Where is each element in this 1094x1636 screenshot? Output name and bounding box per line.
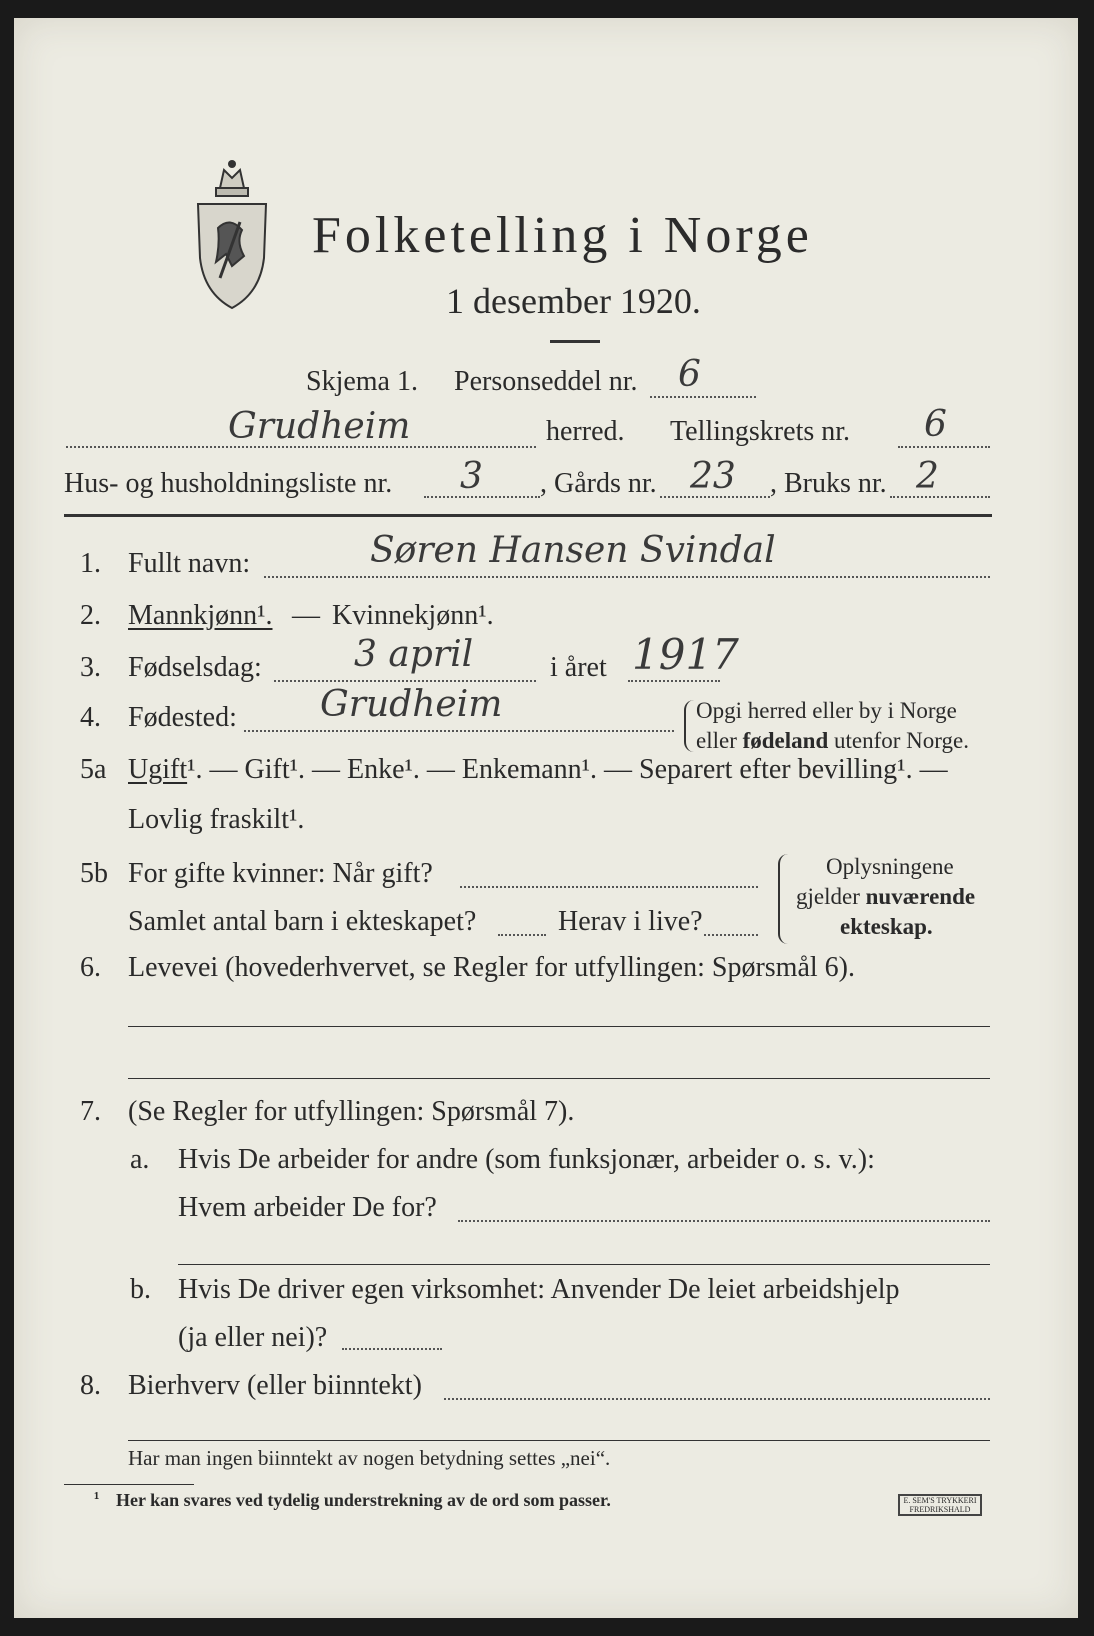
tellingskrets-value[interactable]: 6 [924,404,947,445]
q3-year-line [628,680,720,682]
q5a-other-options[interactable]: ¹. — Gift¹. — Enke¹. — Enkemann¹. — Separert efter bevilling¹. — [187,754,948,785]
q5b-label-1: For gifte kvinner: Når gift? [128,858,433,889]
q8-line-2[interactable] [128,1440,990,1441]
q4-value[interactable]: Grudheim [320,684,503,725]
q3-line [274,680,536,682]
q5b-label-2: Samlet antal barn i ekteskapet? [128,906,477,937]
q5a-options [128,754,948,786]
q7b-number: b. [130,1274,151,1305]
q6-answer-line-1[interactable] [128,1026,990,1027]
q2-female-option[interactable]: Kvinnekjønn¹. [332,600,494,631]
q3-year-label: i året [550,652,607,683]
q4-number: 4. [80,702,101,733]
herred-label: herred. [546,416,625,447]
q5b-line-3[interactable] [704,934,758,936]
q2-number: 2. [80,600,101,631]
q1-line [264,576,990,578]
q5b-line-2[interactable] [498,934,546,936]
title-divider [550,340,600,343]
q7b-question: (ja eller nei)? [178,1322,328,1353]
coat-of-arms-icon [190,158,274,323]
q3-year-value[interactable]: 1917 [632,630,739,679]
q2-separator: — [292,600,320,631]
q4-label: Fødested: [128,702,237,733]
q2-male-option[interactable]: Mannkjønn¹. [128,600,273,631]
q1-number: 1. [80,548,101,579]
q6-number: 6. [80,952,101,983]
gards-label: , Gårds nr. [540,468,657,499]
q7-label: (Se Regler for utfyllingen: Spørsmål 7). [128,1096,575,1127]
bruks-line [890,496,990,498]
q7a-question: Hvem arbeider De for? [178,1192,437,1223]
personseddel-line [650,396,756,398]
form-date: 1 desember 1920. [446,281,701,321]
q4-brace [684,700,694,752]
q5b-note-1: Oplysningene [826,854,954,879]
q8-line-1[interactable] [444,1398,990,1400]
q7a-label: Hvis De arbeider for andre (som funksjonær, arbeider o. s. v.): [178,1144,875,1175]
footnote-number: ¹ [94,1488,100,1508]
q7b-line[interactable] [342,1348,442,1350]
tellingskrets-label: Tellingskrets nr. [670,416,851,447]
q7a-line-1[interactable] [458,1220,990,1222]
q6-label: Levevei (hovederhvervet, se Regler for utfyllingen: Spørsmål 6). [128,952,855,983]
q5b-number: 5b [80,858,108,889]
q5a-number: 5a [80,754,107,785]
printer-stamp: E. SEM'S TRYKKERI FREDRIKSHALD [898,1494,982,1516]
bruks-value[interactable]: 2 [916,456,939,497]
bruks-label: , Bruks nr. [770,468,887,499]
personseddel-label: Personseddel nr. [454,366,638,397]
q4-line [244,730,674,732]
q5b-brace [778,854,788,944]
q5b-label-3: Herav i live? [558,906,703,937]
q3-value[interactable]: 3 april [354,634,474,675]
footnote-text: Her kan svares ved tydelig understrekning av de ord som passer. [116,1490,611,1510]
footnote-divider [64,1484,194,1485]
q5b-line-1[interactable] [460,886,758,888]
q3-label: Fødselsdag: [128,652,262,683]
hus-label: Hus- og husholdningsliste nr. [64,468,393,499]
q1-label: Fullt navn: [128,548,251,579]
q7a-number: a. [130,1144,150,1175]
q7a-line-2[interactable] [178,1264,990,1265]
gards-value[interactable]: 23 [690,456,736,497]
q5a-ugift-option[interactable]: Ugift [128,754,188,785]
q8-label: Bierhverv (eller biinntekt) [128,1370,422,1401]
header-divider [64,514,992,517]
q5b-note-2: gjelder nuværende [796,884,976,909]
q4-note-1: Opgi herred eller by i Norge [696,698,957,723]
hus-value[interactable]: 3 [460,456,483,497]
q1-value[interactable]: Søren Hansen Svindal [370,530,776,571]
skjema-label: Skjema 1. [306,366,418,397]
q8-number: 8. [80,1370,101,1401]
form-title: Folketelling i Norge [312,207,813,264]
q5a-line2[interactable]: Lovlig fraskilt¹. [128,804,305,835]
q5b-note-3: ekteskap. [840,914,933,939]
q6-answer-line-2[interactable] [128,1078,990,1079]
herred-value[interactable]: Grudheim [228,406,411,447]
tellingskrets-line [898,446,990,448]
q3-number: 3. [80,652,101,683]
footer-note: Har man ingen biinntekt av nogen betydning settes „nei“. [128,1446,611,1470]
census-form-sheet [14,18,1078,1618]
q4-note-2: eller fødeland utenfor Norge. [696,728,969,753]
personseddel-value[interactable]: 6 [678,354,701,395]
q7b-label: Hvis De driver egen virksomhet: Anvender De leiet arbeidshjelp [178,1274,900,1305]
q7-number: 7. [80,1096,101,1127]
